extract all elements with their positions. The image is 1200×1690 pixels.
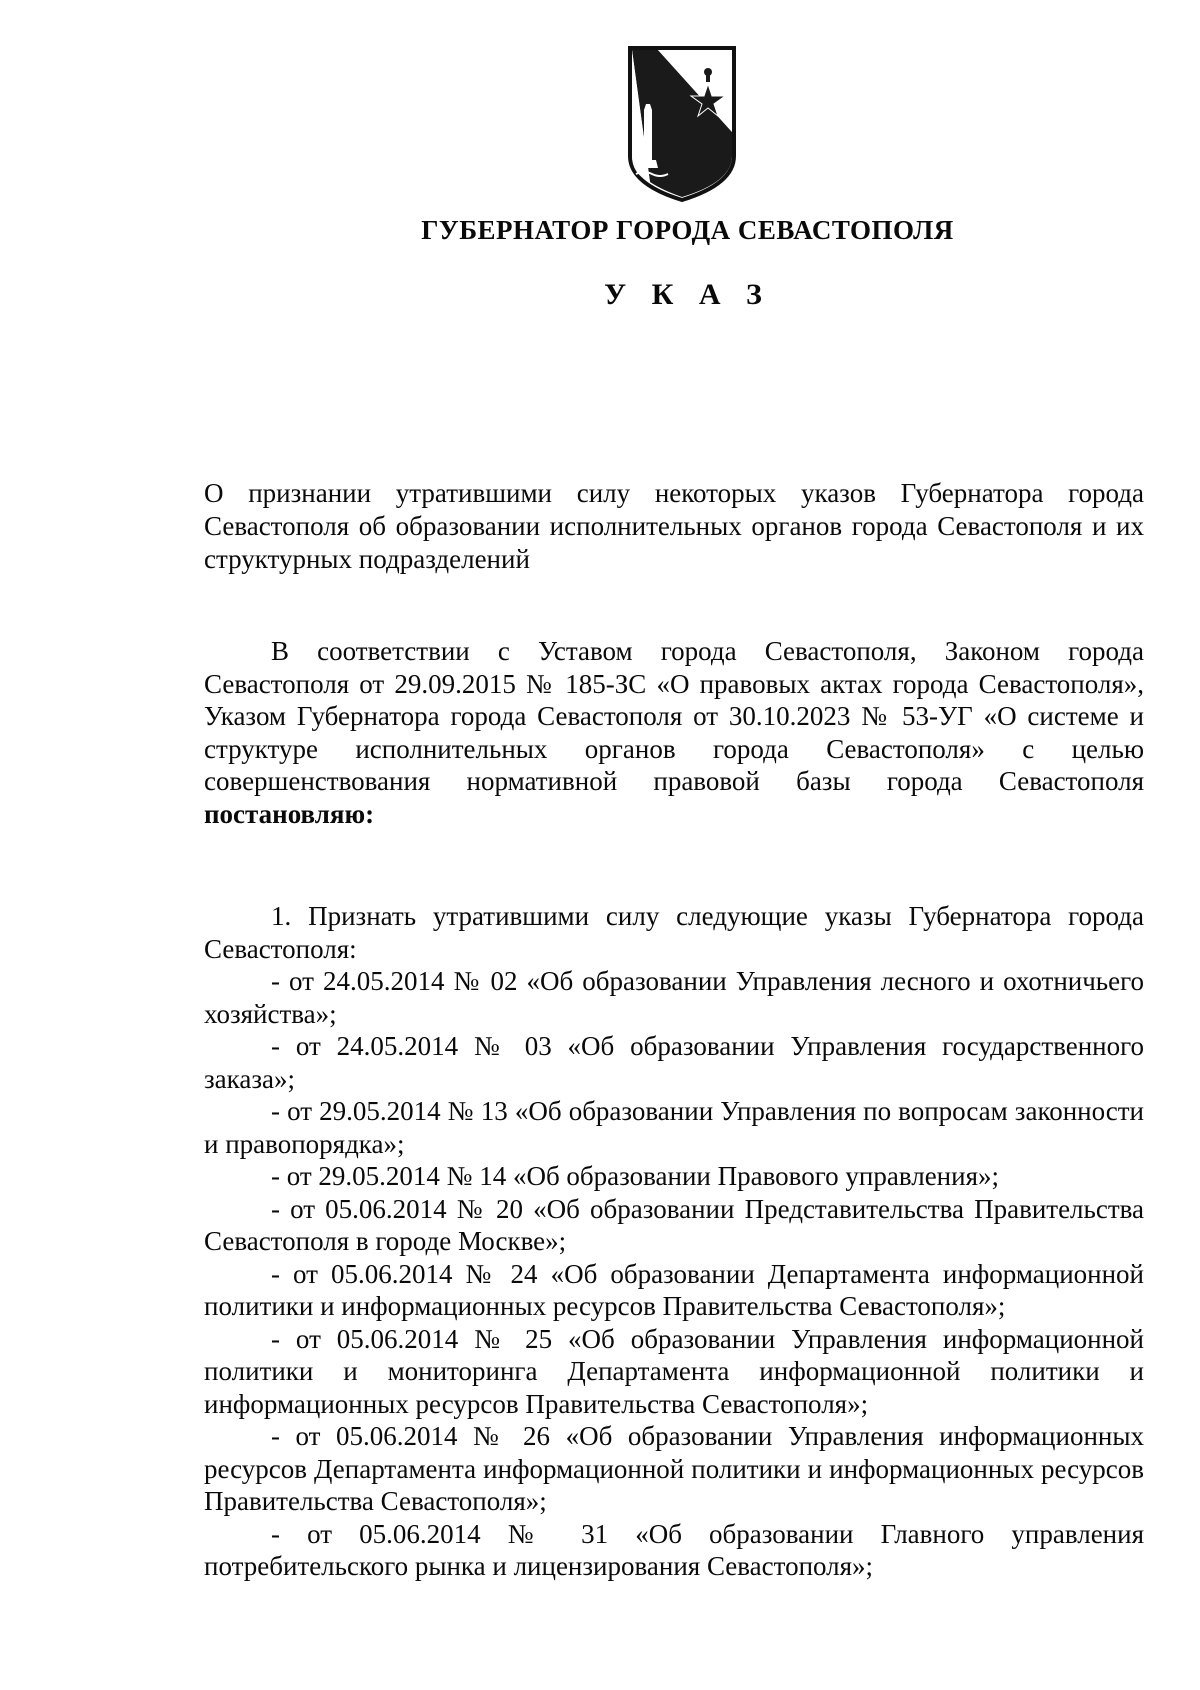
decree-list-item: - от 05.06.2014 № 31 «Об образовании Главного управления потребительского рынка и лицензирования Севастополя»; (204, 1518, 1144, 1581)
preamble (204, 635, 1144, 830)
decree-list-item: - от 05.06.2014 № 20 «Об образовании Представительства Правительства Севастополя в городе Москве»; (204, 1193, 1144, 1256)
decree-list-item: - от 24.05.2014 № 02 «Об образовании Управления лесного и охотничьего хозяйства»; (204, 966, 1144, 1029)
coat-of-arms-icon (622, 44, 742, 204)
preamble-text: В соответствии с Уставом города Севастополя, Законом города Севастополя от 29.09.2015 № 185-ЗС «О правовых актах города Севастополя», Указом Губернатора города Севастополя от 30.10.2023 № 53-УГ «О системе и структуре исполнительных органов города Севастополя» с целью совершенствования нормативной правовой базы города Севастополя (204, 636, 1144, 796)
decree-list-item: - от 05.06.2014 № 26 «Об образовании Управления информационных ресурсов Департамента информационной политики и информационных ресурсов Правительства Севастополя»; (204, 1421, 1144, 1516)
decree-list-item: - от 05.06.2014 № 25 «Об образовании Управления информационной политики и мониторинга Департамента информационной политики и информационных ресурсов Правительства Севастополя»; (204, 1323, 1144, 1419)
item-1-intro: 1. Признать утратившими силу следующие указы Губернатора города Севастополя: (204, 901, 1144, 964)
issuing-authority: ГУБЕРНАТОР ГОРОДА СЕВАСТОПОЛЯ (421, 215, 954, 245)
decree-list-item: - от 24.05.2014 № 03 «Об образовании Управления государственного заказа»; (204, 1031, 1144, 1094)
operative-word: постановляю: (204, 798, 375, 829)
document-type: У К А З (604, 278, 771, 311)
decree-list-item: - от 29.05.2014 № 14 «Об образовании Правового управления»; (271, 1161, 999, 1191)
document-subject: О признании утратившими силу некоторых указов Губернатора города Севастополя об образовании исполнительных органов города Севастополя и их структурных подразделений (204, 478, 1144, 574)
decree-list-item: - от 29.05.2014 № 13 «Об образовании Управления по вопросам законности и правопорядка»; (204, 1096, 1144, 1159)
decree-body (204, 900, 1144, 1583)
decree-list-item: - от 05.06.2014 № 24 «Об образовании Департамента информационной политики и информационных ресурсов Правительства Севастополя»; (204, 1258, 1144, 1321)
